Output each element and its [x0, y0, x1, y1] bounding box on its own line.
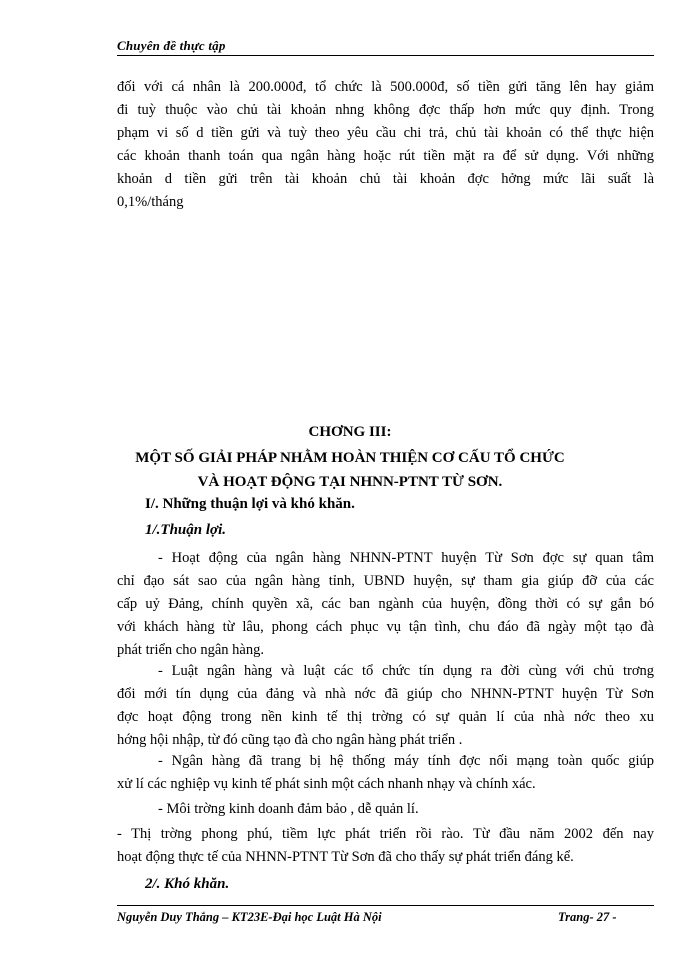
- chapter-title: [0, 446, 700, 494]
- text-line: đi tuỳ thuộc vào chủ tài khoản nhng không đợc thấp hơn mức quy định. Trong: [117, 102, 654, 118]
- footer-author: Nguyễn Duy Thắng – KT23E-Đại học Luật Hà Nội: [117, 910, 382, 924]
- text-line: khoản d tiền gửi trên tài khoản chủ tài khoản đợc hởng mức lãi suất là: [117, 171, 654, 187]
- intro-paragraph: [117, 76, 654, 214]
- text-line: - Ngân hàng đã trang bị hệ thống máy tính đợc nối mạng toàn quốc giúp: [158, 753, 654, 769]
- text-line: xử lí các nghiệp vụ kinh tế phát sinh một cách nhanh nhạy và chính xác.: [117, 776, 536, 792]
- text-line: đợc hoạt động trong nền kinh tế thị trờng có sự quản lí của nhà nớc theo xu: [117, 709, 654, 725]
- text-line: đối với cá nhân là 200.000đ, tổ chức là 500.000đ, số tiền gửi tăng lên hay giảm: [117, 79, 654, 95]
- chapter-label: CHƠNG III:: [308, 424, 392, 440]
- paragraph-advantage-3: [117, 750, 654, 796]
- text-line: chỉ đạo sát sao của ngân hàng tỉnh, UBND huyện, sự tham gia giúp đỡ của các: [117, 573, 654, 589]
- text-line: cấp uỷ Đảng, chính quyền xã, các ban ngành của huyện, đồng thời có sự gắn bó: [117, 596, 654, 612]
- text-line: 0,1%/tháng: [117, 194, 184, 210]
- section-heading: I/. Những thuận lợi và khó khăn.: [145, 496, 355, 512]
- paragraph-advantage-2: [117, 660, 654, 752]
- text-line: - Môi trờng kinh doanh đảm bảo , dễ quản lí.: [158, 801, 419, 817]
- chapter-title-line: VÀ HOẠT ĐỘNG TẠI NHNN-PTNT TỪ SƠN.: [197, 474, 503, 490]
- text-line: - Hoạt động của ngân hàng NHNN-PTNT huyện Từ Sơn đợc sự quan tâm: [158, 550, 654, 566]
- running-header: Chuyên đề thực tập: [117, 38, 226, 53]
- page-number: Trang- 27 -: [558, 910, 617, 924]
- text-line: phạm vi số d tiền gửi và tuỳ theo yêu cầu chi trả, chủ tài khoản có thể thực hiện: [117, 125, 654, 141]
- text-line: đổi mới tín dụng của đảng và nhà nớc đã giúp cho NHNN-PTNT huyện Từ Sơn: [117, 686, 654, 702]
- text-line: hớng hội nhập, từ đó cũng tạo đà cho ngân hàng phát triển .: [117, 732, 463, 748]
- subsection-heading: 2/. Khó khăn.: [145, 876, 230, 892]
- text-line: với khách hàng từ lâu, phong cách phục vụ tận tình, chu đáo đã ngày một tạo đà: [117, 619, 654, 635]
- text-line: các khoản thanh toán qua ngân hàng hoặc rút tiền mặt ra để sử dụng. Với những: [117, 148, 654, 164]
- header-rule: [117, 55, 654, 56]
- paragraph-advantage-5: [117, 823, 654, 869]
- text-line: - Thị trờng phong phú, tiềm lực phát triển rồi rào. Từ đầu năm 2002 đến nay: [117, 826, 654, 842]
- text-line: phát triển cho ngân hàng.: [117, 642, 264, 658]
- paragraph-advantage-4: [158, 798, 695, 821]
- paragraph-advantage-1: [117, 547, 654, 662]
- subsection-heading: 1/.Thuận lợi.: [145, 522, 226, 538]
- text-line: - Luật ngân hàng và luật các tổ chức tín dụng ra đời cùng với chủ trơng: [158, 663, 654, 679]
- chapter-title-line: MỘT SỐ GIẢI PHÁP NHẰM HOÀN THIỆN CƠ CẤU TỔ CHỨC: [135, 450, 565, 466]
- footer-rule: [117, 905, 654, 906]
- text-line: hoạt động thực tế của NHNN-PTNT Từ Sơn đã cho thấy sự phát triển đáng kể.: [117, 849, 574, 865]
